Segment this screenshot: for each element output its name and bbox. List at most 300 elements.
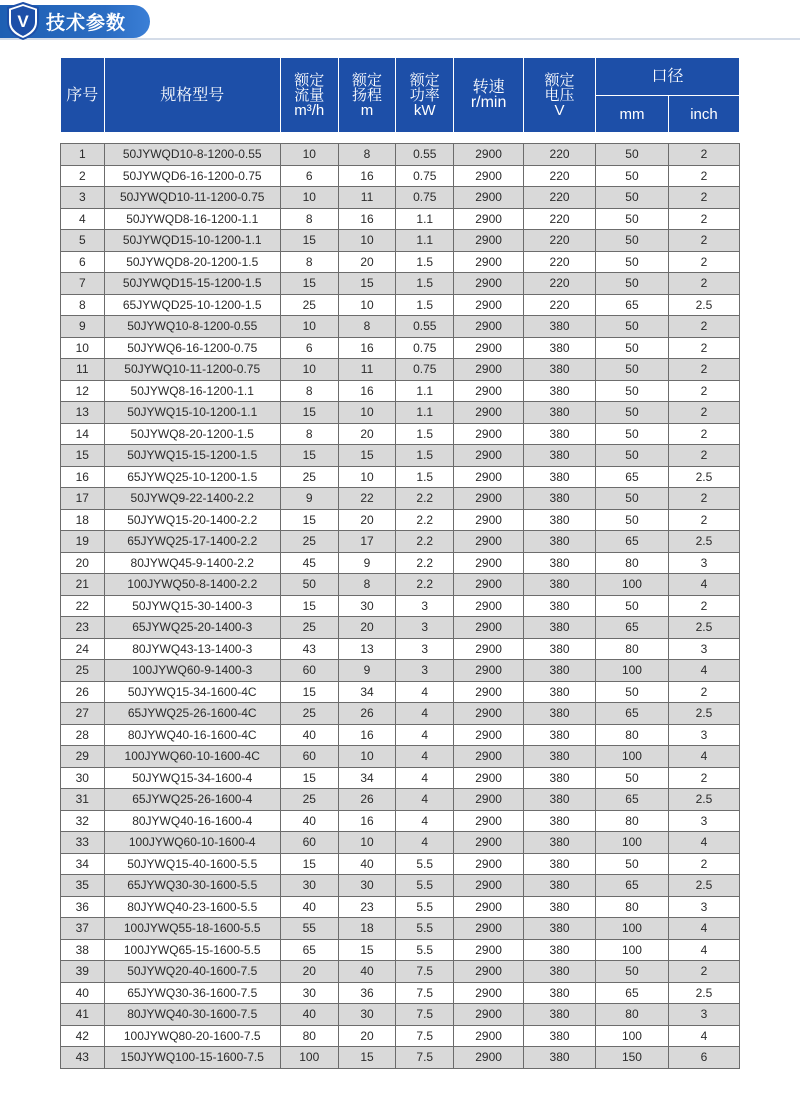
cell-caliber-inch: 2 bbox=[668, 961, 739, 983]
cell-model: 65JYWQ25-26-1600-4 bbox=[104, 789, 280, 811]
cell-caliber-mm: 50 bbox=[596, 251, 669, 273]
cell-power: 1.1 bbox=[396, 380, 454, 402]
cell-flow: 50 bbox=[280, 574, 338, 596]
cell-flow: 25 bbox=[280, 617, 338, 639]
cell-flow: 15 bbox=[280, 767, 338, 789]
table-row bbox=[61, 187, 740, 209]
cell-caliber-inch: 6 bbox=[668, 1047, 739, 1069]
cell-model: 50JYWQ15-40-1600-5.5 bbox=[104, 853, 280, 875]
cell-flow: 40 bbox=[280, 896, 338, 918]
cell-caliber-mm: 50 bbox=[596, 187, 669, 209]
cell-index: 40 bbox=[61, 982, 105, 1004]
cell-speed: 2900 bbox=[454, 789, 524, 811]
cell-caliber-inch: 3 bbox=[668, 552, 739, 574]
cell-voltage: 380 bbox=[524, 380, 596, 402]
cell-head: 9 bbox=[338, 660, 396, 682]
cell-model: 50JYWQ8-16-1200-1.1 bbox=[104, 380, 280, 402]
cell-head: 13 bbox=[338, 638, 396, 660]
cell-model: 50JYWQ10-11-1200-0.75 bbox=[104, 359, 280, 381]
cell-caliber-inch: 4 bbox=[668, 1025, 739, 1047]
cell-caliber-inch: 2 bbox=[668, 402, 739, 424]
cell-caliber-mm: 50 bbox=[596, 509, 669, 531]
cell-voltage: 380 bbox=[524, 1047, 596, 1069]
cell-index: 27 bbox=[61, 703, 105, 725]
cell-index: 9 bbox=[61, 316, 105, 338]
table-row bbox=[61, 337, 740, 359]
cell-power: 0.55 bbox=[396, 144, 454, 166]
cell-flow: 65 bbox=[280, 939, 338, 961]
table-row bbox=[61, 939, 740, 961]
cell-model: 50JYWQD6-16-1200-0.75 bbox=[104, 165, 280, 187]
cell-caliber-mm: 100 bbox=[596, 746, 669, 768]
cell-power: 1.5 bbox=[396, 423, 454, 445]
cell-speed: 2900 bbox=[454, 488, 524, 510]
cell-head: 23 bbox=[338, 896, 396, 918]
cell-caliber-mm: 80 bbox=[596, 724, 669, 746]
cell-voltage: 380 bbox=[524, 703, 596, 725]
cell-model: 50JYWQ15-10-1200-1.1 bbox=[104, 402, 280, 424]
cell-head: 10 bbox=[338, 294, 396, 316]
cell-speed: 2900 bbox=[454, 316, 524, 338]
cell-caliber-inch: 4 bbox=[668, 939, 739, 961]
cell-flow: 15 bbox=[280, 509, 338, 531]
cell-index: 35 bbox=[61, 875, 105, 897]
cell-flow: 40 bbox=[280, 724, 338, 746]
table-row bbox=[61, 466, 740, 488]
cell-head: 36 bbox=[338, 982, 396, 1004]
cell-speed: 2900 bbox=[454, 273, 524, 295]
cell-voltage: 380 bbox=[524, 638, 596, 660]
cell-caliber-mm: 100 bbox=[596, 939, 669, 961]
table-row bbox=[61, 359, 740, 381]
table-row bbox=[61, 1047, 740, 1069]
cell-power: 4 bbox=[396, 703, 454, 725]
table-row bbox=[61, 531, 740, 553]
cell-power: 5.5 bbox=[396, 939, 454, 961]
cell-head: 15 bbox=[338, 273, 396, 295]
table-row bbox=[61, 294, 740, 316]
cell-caliber-inch: 2 bbox=[668, 423, 739, 445]
cell-caliber-inch: 2.5 bbox=[668, 875, 739, 897]
cell-caliber-mm: 50 bbox=[596, 767, 669, 789]
cell-caliber-inch: 3 bbox=[668, 724, 739, 746]
cell-model: 50JYWQ9-22-1400-2.2 bbox=[104, 488, 280, 510]
cell-voltage: 380 bbox=[524, 423, 596, 445]
cell-index: 19 bbox=[61, 531, 105, 553]
spec-table bbox=[60, 57, 740, 1069]
cell-voltage: 220 bbox=[524, 165, 596, 187]
table-row bbox=[61, 617, 740, 639]
cell-speed: 2900 bbox=[454, 445, 524, 467]
cell-caliber-mm: 50 bbox=[596, 445, 669, 467]
cell-index: 5 bbox=[61, 230, 105, 252]
cell-index: 1 bbox=[61, 144, 105, 166]
cell-speed: 2900 bbox=[454, 939, 524, 961]
cell-caliber-mm: 80 bbox=[596, 638, 669, 660]
table-row bbox=[61, 767, 740, 789]
table-row bbox=[61, 1025, 740, 1047]
cell-power: 0.75 bbox=[396, 187, 454, 209]
cell-caliber-mm: 50 bbox=[596, 337, 669, 359]
cell-speed: 2900 bbox=[454, 810, 524, 832]
cell-flow: 55 bbox=[280, 918, 338, 940]
cell-model: 80JYWQ40-16-1600-4 bbox=[104, 810, 280, 832]
cell-index: 6 bbox=[61, 251, 105, 273]
cell-power: 7.5 bbox=[396, 961, 454, 983]
cell-flow: 25 bbox=[280, 294, 338, 316]
cell-model: 100JYWQ50-8-1400-2.2 bbox=[104, 574, 280, 596]
cell-caliber-inch: 2 bbox=[668, 445, 739, 467]
cell-flow: 15 bbox=[280, 273, 338, 295]
cell-index: 34 bbox=[61, 853, 105, 875]
cell-index: 24 bbox=[61, 638, 105, 660]
table-row bbox=[61, 144, 740, 166]
cell-flow: 10 bbox=[280, 316, 338, 338]
cell-caliber-mm: 50 bbox=[596, 595, 669, 617]
header-divider bbox=[0, 38, 800, 40]
cell-power: 0.75 bbox=[396, 359, 454, 381]
cell-speed: 2900 bbox=[454, 230, 524, 252]
cell-flow: 10 bbox=[280, 359, 338, 381]
cell-power: 4 bbox=[396, 746, 454, 768]
cell-caliber-mm: 100 bbox=[596, 1025, 669, 1047]
cell-flow: 25 bbox=[280, 789, 338, 811]
cell-caliber-inch: 2.5 bbox=[668, 294, 739, 316]
cell-model: 80JYWQ40-16-1600-4C bbox=[104, 724, 280, 746]
table-row bbox=[61, 982, 740, 1004]
cell-voltage: 380 bbox=[524, 402, 596, 424]
cell-voltage: 380 bbox=[524, 509, 596, 531]
col-voltage: 额定 电压 V bbox=[524, 58, 596, 133]
table-row bbox=[61, 574, 740, 596]
cell-power: 2.2 bbox=[396, 531, 454, 553]
cell-flow: 15 bbox=[280, 230, 338, 252]
cell-head: 10 bbox=[338, 466, 396, 488]
cell-power: 7.5 bbox=[396, 982, 454, 1004]
cell-caliber-mm: 100 bbox=[596, 832, 669, 854]
cell-caliber-inch: 2 bbox=[668, 380, 739, 402]
cell-speed: 2900 bbox=[454, 832, 524, 854]
cell-model: 65JYWQ25-17-1400-2.2 bbox=[104, 531, 280, 553]
cell-voltage: 380 bbox=[524, 746, 596, 768]
cell-head: 30 bbox=[338, 595, 396, 617]
cell-speed: 2900 bbox=[454, 402, 524, 424]
cell-power: 2.2 bbox=[396, 488, 454, 510]
cell-voltage: 220 bbox=[524, 144, 596, 166]
cell-voltage: 380 bbox=[524, 681, 596, 703]
col-speed: 转速 r/min bbox=[454, 58, 524, 133]
cell-caliber-mm: 65 bbox=[596, 875, 669, 897]
cell-head: 10 bbox=[338, 230, 396, 252]
page-title: 技术参数 bbox=[46, 13, 127, 34]
cell-caliber-mm: 50 bbox=[596, 316, 669, 338]
cell-caliber-mm: 80 bbox=[596, 896, 669, 918]
cell-model: 80JYWQ40-23-1600-5.5 bbox=[104, 896, 280, 918]
cell-flow: 8 bbox=[280, 423, 338, 445]
cell-caliber-inch: 2.5 bbox=[668, 703, 739, 725]
cell-caliber-mm: 50 bbox=[596, 402, 669, 424]
cell-head: 15 bbox=[338, 445, 396, 467]
cell-caliber-inch: 2.5 bbox=[668, 617, 739, 639]
cell-caliber-inch: 2 bbox=[668, 767, 739, 789]
cell-voltage: 220 bbox=[524, 187, 596, 209]
cell-index: 2 bbox=[61, 165, 105, 187]
cell-power: 5.5 bbox=[396, 896, 454, 918]
cell-head: 20 bbox=[338, 509, 396, 531]
cell-caliber-inch: 2 bbox=[668, 187, 739, 209]
table-row bbox=[61, 832, 740, 854]
cell-voltage: 380 bbox=[524, 466, 596, 488]
cell-model: 65JYWQ25-10-1200-1.5 bbox=[104, 466, 280, 488]
cell-index: 18 bbox=[61, 509, 105, 531]
table-body bbox=[61, 144, 740, 1069]
cell-index: 42 bbox=[61, 1025, 105, 1047]
cell-head: 20 bbox=[338, 251, 396, 273]
col-head: 额定 扬程 m bbox=[338, 58, 396, 133]
cell-speed: 2900 bbox=[454, 574, 524, 596]
cell-model: 50JYWQ15-20-1400-2.2 bbox=[104, 509, 280, 531]
table-row bbox=[61, 1004, 740, 1026]
cell-speed: 2900 bbox=[454, 724, 524, 746]
cell-speed: 2900 bbox=[454, 251, 524, 273]
cell-head: 11 bbox=[338, 187, 396, 209]
cell-model: 65JYWQD25-10-1200-1.5 bbox=[104, 294, 280, 316]
cell-flow: 80 bbox=[280, 1025, 338, 1047]
cell-caliber-inch: 2 bbox=[668, 208, 739, 230]
cell-index: 15 bbox=[61, 445, 105, 467]
table-row bbox=[61, 380, 740, 402]
cell-flow: 9 bbox=[280, 488, 338, 510]
col-caliber-mm: mm bbox=[596, 96, 669, 133]
cell-index: 28 bbox=[61, 724, 105, 746]
cell-model: 65JYWQ30-30-1600-5.5 bbox=[104, 875, 280, 897]
cell-flow: 15 bbox=[280, 445, 338, 467]
cell-voltage: 380 bbox=[524, 531, 596, 553]
cell-model: 50JYWQ6-16-1200-0.75 bbox=[104, 337, 280, 359]
cell-caliber-mm: 50 bbox=[596, 273, 669, 295]
cell-voltage: 380 bbox=[524, 316, 596, 338]
cell-flow: 60 bbox=[280, 832, 338, 854]
cell-head: 30 bbox=[338, 1004, 396, 1026]
cell-speed: 2900 bbox=[454, 660, 524, 682]
cell-voltage: 380 bbox=[524, 767, 596, 789]
table-row bbox=[61, 681, 740, 703]
cell-voltage: 380 bbox=[524, 724, 596, 746]
cell-index: 37 bbox=[61, 918, 105, 940]
cell-caliber-inch: 2 bbox=[668, 337, 739, 359]
cell-head: 9 bbox=[338, 552, 396, 574]
cell-voltage: 380 bbox=[524, 1004, 596, 1026]
table-row bbox=[61, 251, 740, 273]
cell-power: 7.5 bbox=[396, 1004, 454, 1026]
col-caliber-inch: inch bbox=[668, 96, 739, 133]
cell-model: 100JYWQ60-10-1600-4 bbox=[104, 832, 280, 854]
cell-caliber-inch: 2 bbox=[668, 316, 739, 338]
cell-caliber-inch: 2.5 bbox=[668, 982, 739, 1004]
cell-power: 0.75 bbox=[396, 165, 454, 187]
cell-index: 38 bbox=[61, 939, 105, 961]
cell-index: 36 bbox=[61, 896, 105, 918]
cell-power: 1.1 bbox=[396, 208, 454, 230]
cell-speed: 2900 bbox=[454, 552, 524, 574]
cell-power: 3 bbox=[396, 595, 454, 617]
cell-speed: 2900 bbox=[454, 703, 524, 725]
cell-flow: 6 bbox=[280, 337, 338, 359]
cell-caliber-mm: 50 bbox=[596, 144, 669, 166]
cell-power: 2.2 bbox=[396, 509, 454, 531]
cell-caliber-mm: 50 bbox=[596, 359, 669, 381]
cell-caliber-mm: 65 bbox=[596, 982, 669, 1004]
table-row bbox=[61, 509, 740, 531]
cell-flow: 40 bbox=[280, 1004, 338, 1026]
cell-voltage: 380 bbox=[524, 789, 596, 811]
cell-head: 10 bbox=[338, 402, 396, 424]
cell-model: 100JYWQ55-18-1600-5.5 bbox=[104, 918, 280, 940]
cell-speed: 2900 bbox=[454, 1025, 524, 1047]
cell-power: 4 bbox=[396, 810, 454, 832]
cell-head: 20 bbox=[338, 423, 396, 445]
table-row bbox=[61, 230, 740, 252]
cell-speed: 2900 bbox=[454, 1047, 524, 1069]
cell-head: 26 bbox=[338, 789, 396, 811]
cell-power: 7.5 bbox=[396, 1025, 454, 1047]
cell-model: 50JYWQ8-20-1200-1.5 bbox=[104, 423, 280, 445]
cell-voltage: 380 bbox=[524, 445, 596, 467]
cell-head: 8 bbox=[338, 316, 396, 338]
cell-flow: 8 bbox=[280, 251, 338, 273]
section-header bbox=[0, 0, 800, 40]
cell-head: 16 bbox=[338, 208, 396, 230]
cell-index: 4 bbox=[61, 208, 105, 230]
cell-caliber-inch: 2 bbox=[668, 165, 739, 187]
cell-caliber-mm: 80 bbox=[596, 552, 669, 574]
cell-voltage: 220 bbox=[524, 251, 596, 273]
cell-head: 15 bbox=[338, 1047, 396, 1069]
cell-model: 100JYWQ60-10-1600-4C bbox=[104, 746, 280, 768]
cell-power: 1.1 bbox=[396, 230, 454, 252]
cell-model: 100JYWQ80-20-1600-7.5 bbox=[104, 1025, 280, 1047]
cell-caliber-inch: 2 bbox=[668, 359, 739, 381]
cell-head: 10 bbox=[338, 746, 396, 768]
cell-index: 22 bbox=[61, 595, 105, 617]
col-power: 额定 功率 kW bbox=[396, 58, 454, 133]
cell-flow: 25 bbox=[280, 466, 338, 488]
cell-index: 25 bbox=[61, 660, 105, 682]
cell-caliber-inch: 4 bbox=[668, 918, 739, 940]
table-row bbox=[61, 595, 740, 617]
table-row bbox=[61, 896, 740, 918]
cell-caliber-mm: 50 bbox=[596, 853, 669, 875]
cell-caliber-inch: 3 bbox=[668, 896, 739, 918]
cell-power: 4 bbox=[396, 789, 454, 811]
cell-caliber-mm: 80 bbox=[596, 1004, 669, 1026]
cell-power: 5.5 bbox=[396, 875, 454, 897]
cell-voltage: 380 bbox=[524, 617, 596, 639]
table-row bbox=[61, 165, 740, 187]
cell-model: 65JYWQ30-36-1600-7.5 bbox=[104, 982, 280, 1004]
cell-voltage: 380 bbox=[524, 488, 596, 510]
cell-model: 50JYWQD8-16-1200-1.1 bbox=[104, 208, 280, 230]
cell-caliber-mm: 65 bbox=[596, 617, 669, 639]
cell-head: 10 bbox=[338, 832, 396, 854]
cell-index: 7 bbox=[61, 273, 105, 295]
cell-speed: 2900 bbox=[454, 337, 524, 359]
cell-flow: 10 bbox=[280, 187, 338, 209]
cell-model: 100JYWQ65-15-1600-5.5 bbox=[104, 939, 280, 961]
cell-index: 16 bbox=[61, 466, 105, 488]
cell-head: 20 bbox=[338, 1025, 396, 1047]
cell-caliber-inch: 2 bbox=[668, 251, 739, 273]
cell-caliber-inch: 4 bbox=[668, 832, 739, 854]
cell-caliber-mm: 100 bbox=[596, 918, 669, 940]
table-row bbox=[61, 552, 740, 574]
cell-caliber-inch: 3 bbox=[668, 810, 739, 832]
cell-index: 31 bbox=[61, 789, 105, 811]
cell-model: 150JYWQ100-15-1600-7.5 bbox=[104, 1047, 280, 1069]
cell-head: 15 bbox=[338, 939, 396, 961]
cell-power: 0.55 bbox=[396, 316, 454, 338]
cell-voltage: 380 bbox=[524, 359, 596, 381]
table-row bbox=[61, 724, 740, 746]
cell-caliber-inch: 4 bbox=[668, 574, 739, 596]
cell-head: 16 bbox=[338, 380, 396, 402]
cell-model: 50JYWQD15-10-1200-1.1 bbox=[104, 230, 280, 252]
cell-head: 17 bbox=[338, 531, 396, 553]
cell-voltage: 380 bbox=[524, 961, 596, 983]
cell-index: 17 bbox=[61, 488, 105, 510]
cell-voltage: 380 bbox=[524, 574, 596, 596]
cell-head: 40 bbox=[338, 853, 396, 875]
cell-flow: 43 bbox=[280, 638, 338, 660]
cell-index: 11 bbox=[61, 359, 105, 381]
cell-caliber-inch: 4 bbox=[668, 660, 739, 682]
cell-model: 80JYWQ43-13-1400-3 bbox=[104, 638, 280, 660]
cell-caliber-inch: 4 bbox=[668, 746, 739, 768]
cell-voltage: 380 bbox=[524, 595, 596, 617]
cell-caliber-mm: 80 bbox=[596, 810, 669, 832]
cell-index: 29 bbox=[61, 746, 105, 768]
cell-model: 50JYWQ15-15-1200-1.5 bbox=[104, 445, 280, 467]
cell-power: 1.5 bbox=[396, 273, 454, 295]
cell-power: 2.2 bbox=[396, 552, 454, 574]
cell-caliber-mm: 50 bbox=[596, 380, 669, 402]
cell-speed: 2900 bbox=[454, 208, 524, 230]
table-row bbox=[61, 810, 740, 832]
table-row bbox=[61, 273, 740, 295]
cell-caliber-mm: 65 bbox=[596, 294, 669, 316]
cell-head: 34 bbox=[338, 767, 396, 789]
cell-flow: 45 bbox=[280, 552, 338, 574]
cell-power: 3 bbox=[396, 660, 454, 682]
table-row bbox=[61, 316, 740, 338]
cell-caliber-mm: 150 bbox=[596, 1047, 669, 1069]
cell-power: 5.5 bbox=[396, 853, 454, 875]
cell-speed: 2900 bbox=[454, 1004, 524, 1026]
cell-head: 22 bbox=[338, 488, 396, 510]
col-index: 序号 bbox=[61, 58, 105, 133]
cell-flow: 15 bbox=[280, 402, 338, 424]
cell-caliber-mm: 50 bbox=[596, 488, 669, 510]
cell-head: 16 bbox=[338, 810, 396, 832]
table-row bbox=[61, 445, 740, 467]
cell-speed: 2900 bbox=[454, 509, 524, 531]
cell-voltage: 220 bbox=[524, 294, 596, 316]
cell-caliber-inch: 2.5 bbox=[668, 789, 739, 811]
cell-caliber-inch: 2.5 bbox=[668, 531, 739, 553]
cell-voltage: 380 bbox=[524, 875, 596, 897]
cell-voltage: 380 bbox=[524, 832, 596, 854]
table-row bbox=[61, 402, 740, 424]
